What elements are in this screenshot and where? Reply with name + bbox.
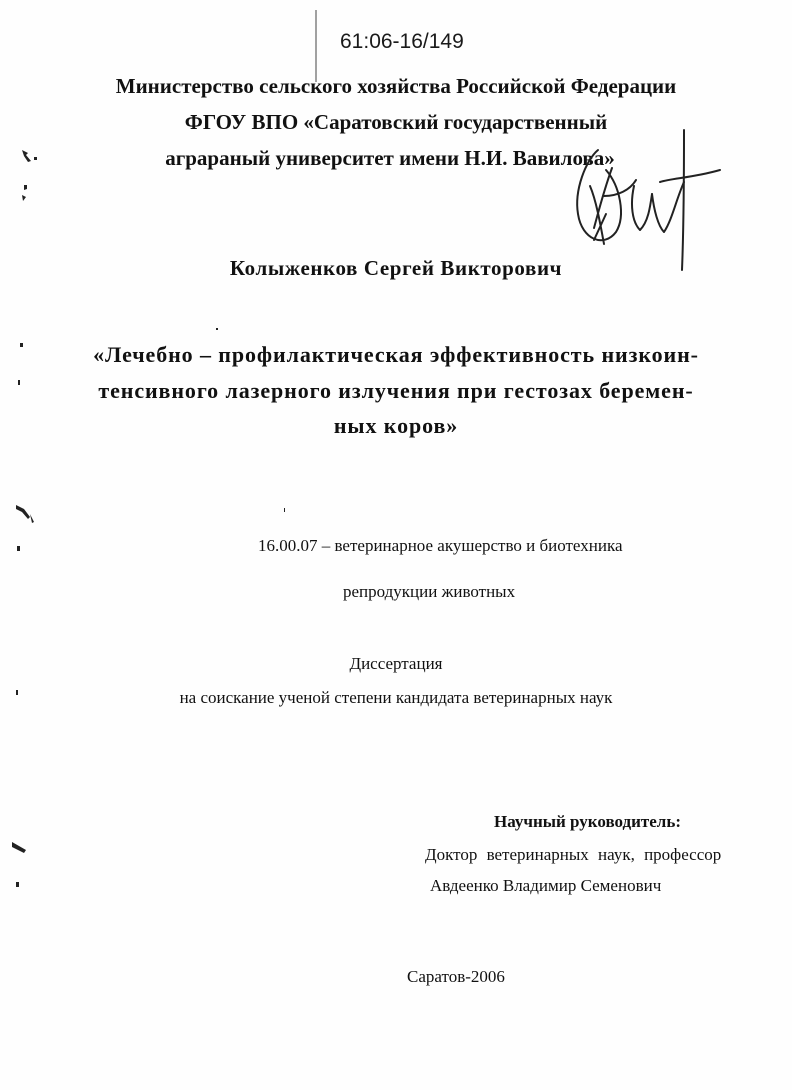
- catalog-code: 61:06-16/149: [340, 30, 464, 53]
- university-name-line1: ФГОУ ВПО «Саратовский государственный: [184, 110, 608, 134]
- dissertation-title-line3: ных коров»: [333, 413, 459, 438]
- specialty-code-line: 16.00.07 – ветеринарное акушерство и биотехника: [258, 536, 623, 555]
- author-name: Колыженков Сергей Викторович: [229, 256, 563, 280]
- supervisor-label: Научный руководитель:: [494, 812, 681, 831]
- university-name-line2: аграраный университет имени Н.И. Вавилова»: [165, 146, 615, 170]
- supervisor-position: Доктор ветеринарных наук, профессор: [425, 845, 722, 864]
- dissertation-title-line1: «Лечебно – профилактическая эффективность низкоин-: [93, 342, 699, 367]
- city-year: Саратов-2006: [407, 967, 505, 986]
- work-type: Диссертация: [349, 654, 443, 673]
- supervisor-name: Авдеенко Владимир Семенович: [430, 876, 662, 895]
- specialty-continuation: репродукции животных: [343, 582, 516, 601]
- ministry-name: Министерство сельского хозяйства Российской Федерации: [115, 74, 677, 98]
- dissertation-title-line2: тенсивного лазерного излучения при гестозах беремен-: [98, 378, 694, 403]
- degree-line: на соискание ученой степени кандидата ветеринарных наук: [179, 688, 613, 707]
